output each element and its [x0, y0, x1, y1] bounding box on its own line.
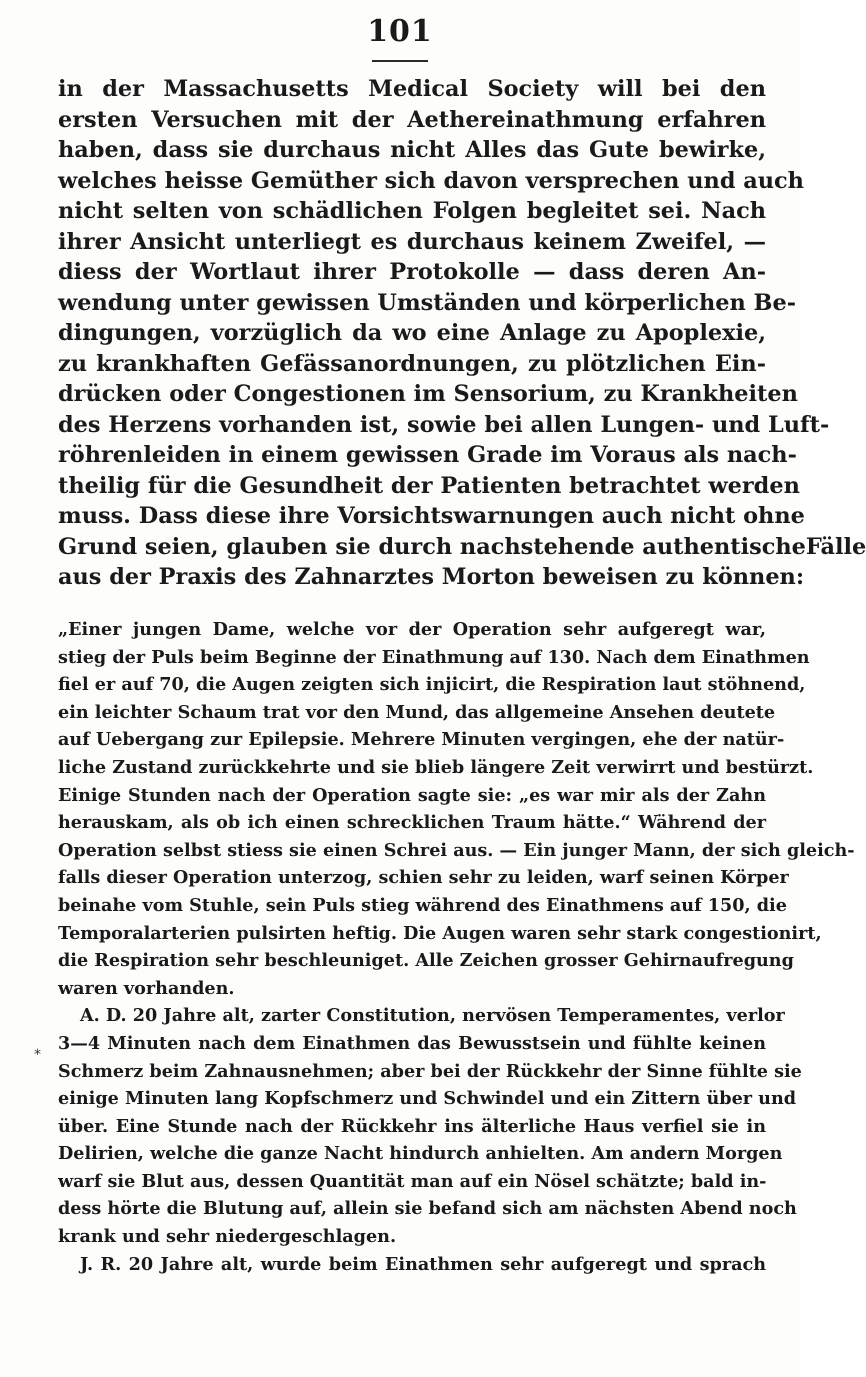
text-line: Temporalarterien pulsirten heftig. Die Augen waren sehr stark congestionirt,	[58, 922, 822, 944]
text-line: Einige Stunden nach der Operation sagte sie: „es war mir als der Zahn	[58, 784, 766, 806]
text-line: Delirien, welche die ganze Nacht hindurch anhielten. Am andern Morgen	[58, 1143, 783, 1165]
text-line: röhrenleiden in einem gewissen Grade im Voraus als nach-	[58, 442, 797, 468]
text-line: des Herzens vorhanden ist, sowie bei allen Lungen- und Luft-	[58, 411, 830, 438]
text-line: einige Minuten lang Kopfschmerz und Schwindel und ein Zittern über und	[58, 1088, 797, 1110]
text-line: theilig für die Gesundheit der Patienten betrachtet werden	[58, 472, 800, 499]
text-line: dess hörte die Blutung auf, allein sie befand sich am nächsten Abend noch	[58, 1198, 797, 1220]
text-line: Grund seien, glauben sie durch nachstehende authentischeFälle	[58, 533, 866, 560]
text-line: fiel er auf 70, die Augen zeigten sich injicirt, die Respiration laut stöhnend,	[58, 674, 806, 696]
text-line: welches heisse Gemüther sich davon versprechen und auch	[58, 167, 804, 194]
page-number-rule	[372, 60, 428, 62]
text-line: herauskam, als ob ich einen schrecklichen Traum hätte.“ Während der	[58, 812, 766, 834]
text-line: auf Uebergang zur Epilepsie. Mehrere Minuten vergingen, ehe der natür-	[58, 729, 785, 751]
text-line: Schmerz beim Zahnausnehmen; aber bei der Rückkehr der Sinne fühlte sie	[58, 1060, 802, 1082]
page-number: 101	[367, 14, 433, 49]
text-line: dingungen, vorzüglich da wo eine Anlage zu Apoplexie,	[58, 320, 766, 346]
text-line: über. Eine Stunde nach der Rückkehr ins älterliche Haus verfiel sie in	[58, 1115, 766, 1137]
text-line: in der Massachusetts Medical Society will bei den	[58, 76, 766, 102]
text-line: Operation selbst stiess sie einen Schrei aus. — Ein junger Mann, der sich gleich-	[58, 839, 855, 861]
text-line: haben, dass sie durchaus nicht Alles das Gute bewirke,	[58, 137, 766, 163]
text-line: ein leichter Schaum trat vor den Mund, das allgemeine Ansehen deutete	[58, 701, 776, 723]
text-line: wendung unter gewissen Umständen und körperlichen Be-	[58, 289, 797, 316]
text-line: nicht selten von schädlichen Folgen begleitet sei. Nach	[58, 198, 766, 224]
text-line: die Respiration sehr beschleuniget. Alle Zeichen grosser Gehirnaufregung	[58, 950, 794, 972]
text-line: beinahe vom Stuhle, sein Puls stieg während des Einathmens auf 150, die	[58, 894, 787, 916]
text-line: J. R. 20 Jahre alt, wurde beim Einathmen sehr aufgeregt und sprach	[80, 1253, 766, 1275]
case-reports	[58, 616, 855, 1278]
text-line: warf sie Blut aus, dessen Quantität man auf ein Nösel schätzte; bald in-	[58, 1170, 767, 1192]
text-line: falls dieser Operation unterzog, schien sehr zu leiden, warf seinen Körper	[58, 867, 789, 889]
text-line: drücken oder Congestionen im Sensorium, zu Krankheiten	[58, 381, 798, 407]
text-line: waren vorhanden.	[58, 977, 235, 999]
text-line: ihrer Ansicht unterliegt es durchaus keinem Zweifel, —	[58, 228, 766, 255]
text-line: ersten Versuchen mit der Aethereinathmung erfahren	[58, 106, 766, 133]
text-line: zu krankhaften Gefässanordnungen, zu plötzlichen Ein-	[58, 350, 766, 377]
text-line: „Einer jungen Dame, welche vor der Operation sehr aufgeregt war,	[58, 619, 766, 640]
text-line: liche Zustand zurückkehrte und sie blieb längere Zeit verwirrt und bestürzt.	[58, 756, 814, 778]
intro-paragraph	[58, 74, 866, 593]
text-line: 3—4 Minuten nach dem Einathmen das Bewusstsein und fühlte keinen	[58, 1032, 766, 1054]
text-line: A. D. 20 Jahre alt, zarter Constitution, nervösen Temperamentes, verlor	[80, 1005, 785, 1027]
text-line: stieg der Puls beim Beginne der Einathmung auf 130. Nach dem Einathmen	[58, 646, 810, 668]
text-line: aus der Praxis des Zahnarztes Morton beweisen zu können:	[58, 564, 805, 590]
text-line: krank und sehr niedergeschlagen.	[58, 1226, 397, 1248]
text-line: diess der Wortlaut ihrer Protokolle — dass deren An-	[58, 259, 766, 285]
text-line: muss. Dass diese ihre Vorsichtswarnungen auch nicht ohne	[58, 503, 805, 529]
margin-mark: *	[34, 1047, 41, 1063]
